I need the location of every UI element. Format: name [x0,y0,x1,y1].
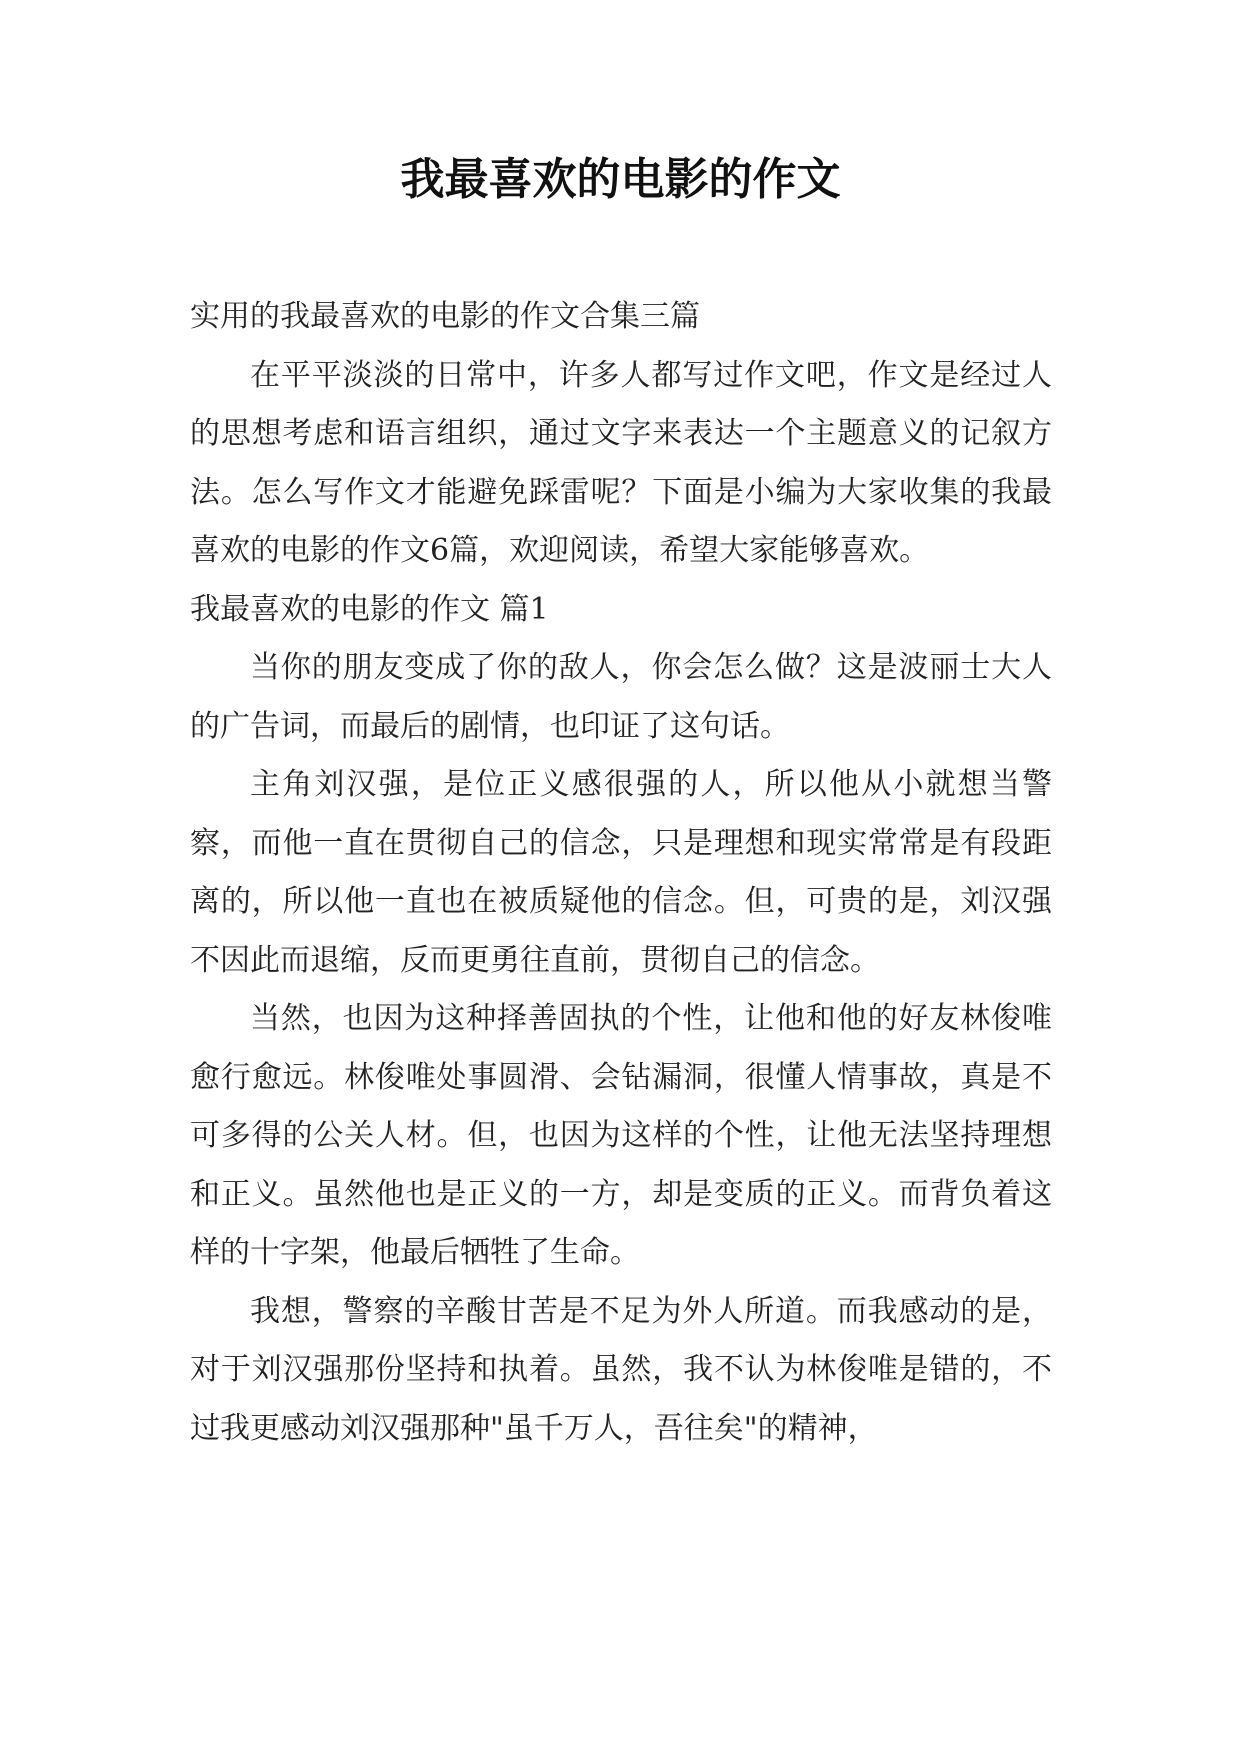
body-paragraph-1: 当你的朋友变成了你的敌人，你会怎么做？这是波丽士大人的广告词，而最后的剧情，也印证了这句话。 [190,650,1052,744]
intro-paragraph: 在平平淡淡的日常中，许多人都写过作文吧，作文是经过人的思想考虑和语言组织，通过文字来表达一个主题意义的记叙方法。怎么写作文才能避免踩雷呢？下面是小编为大家收集的我最喜欢的电影的作文6篇，欢迎阅读，希望大家能够喜欢。 [190,357,1052,568]
document-title: 我最喜欢的电影的作文 [400,154,841,205]
document-body [190,288,1052,1458]
body-paragraph-4: 我想，警察的辛酸甘苦是不足为外人所道。而我感动的是，对于刘汉强那份坚持和执着。虽然，我不认为林俊唯是错的，不过我更感动刘汉强那种"虽千万人，吾往矣"的精神， [190,1293,1052,1446]
section-heading: 我最喜欢的电影的作文 篇1 [190,591,549,627]
document-subtitle: 实用的我最喜欢的电影的作文合集三篇 [190,299,700,334]
body-paragraph-2: 主角刘汉强，是位正义感很强的人，所以他从小就想当警察，而他一直在贯彻自己的信念，只是理想和现实常常是有段距离的，所以他一直也在被质疑他的信念。但，可贵的是，刘汉强不因此而退缩，反而更勇往直前，贯彻自己的信念。 [190,767,1052,978]
body-paragraph-3: 当然，也因为这种择善固执的个性，让他和他的好友林俊唯愈行愈远。林俊唯处事圆滑、会钻漏洞，很懂人情事故，真是不可多得的公关人材。但，也因为这样的个性，让他无法坚持理想和正义。虽然他也是正义的一方，却是变质的正义。而背负着这样的十字架，他最后牺牲了生命。 [190,1001,1052,1270]
